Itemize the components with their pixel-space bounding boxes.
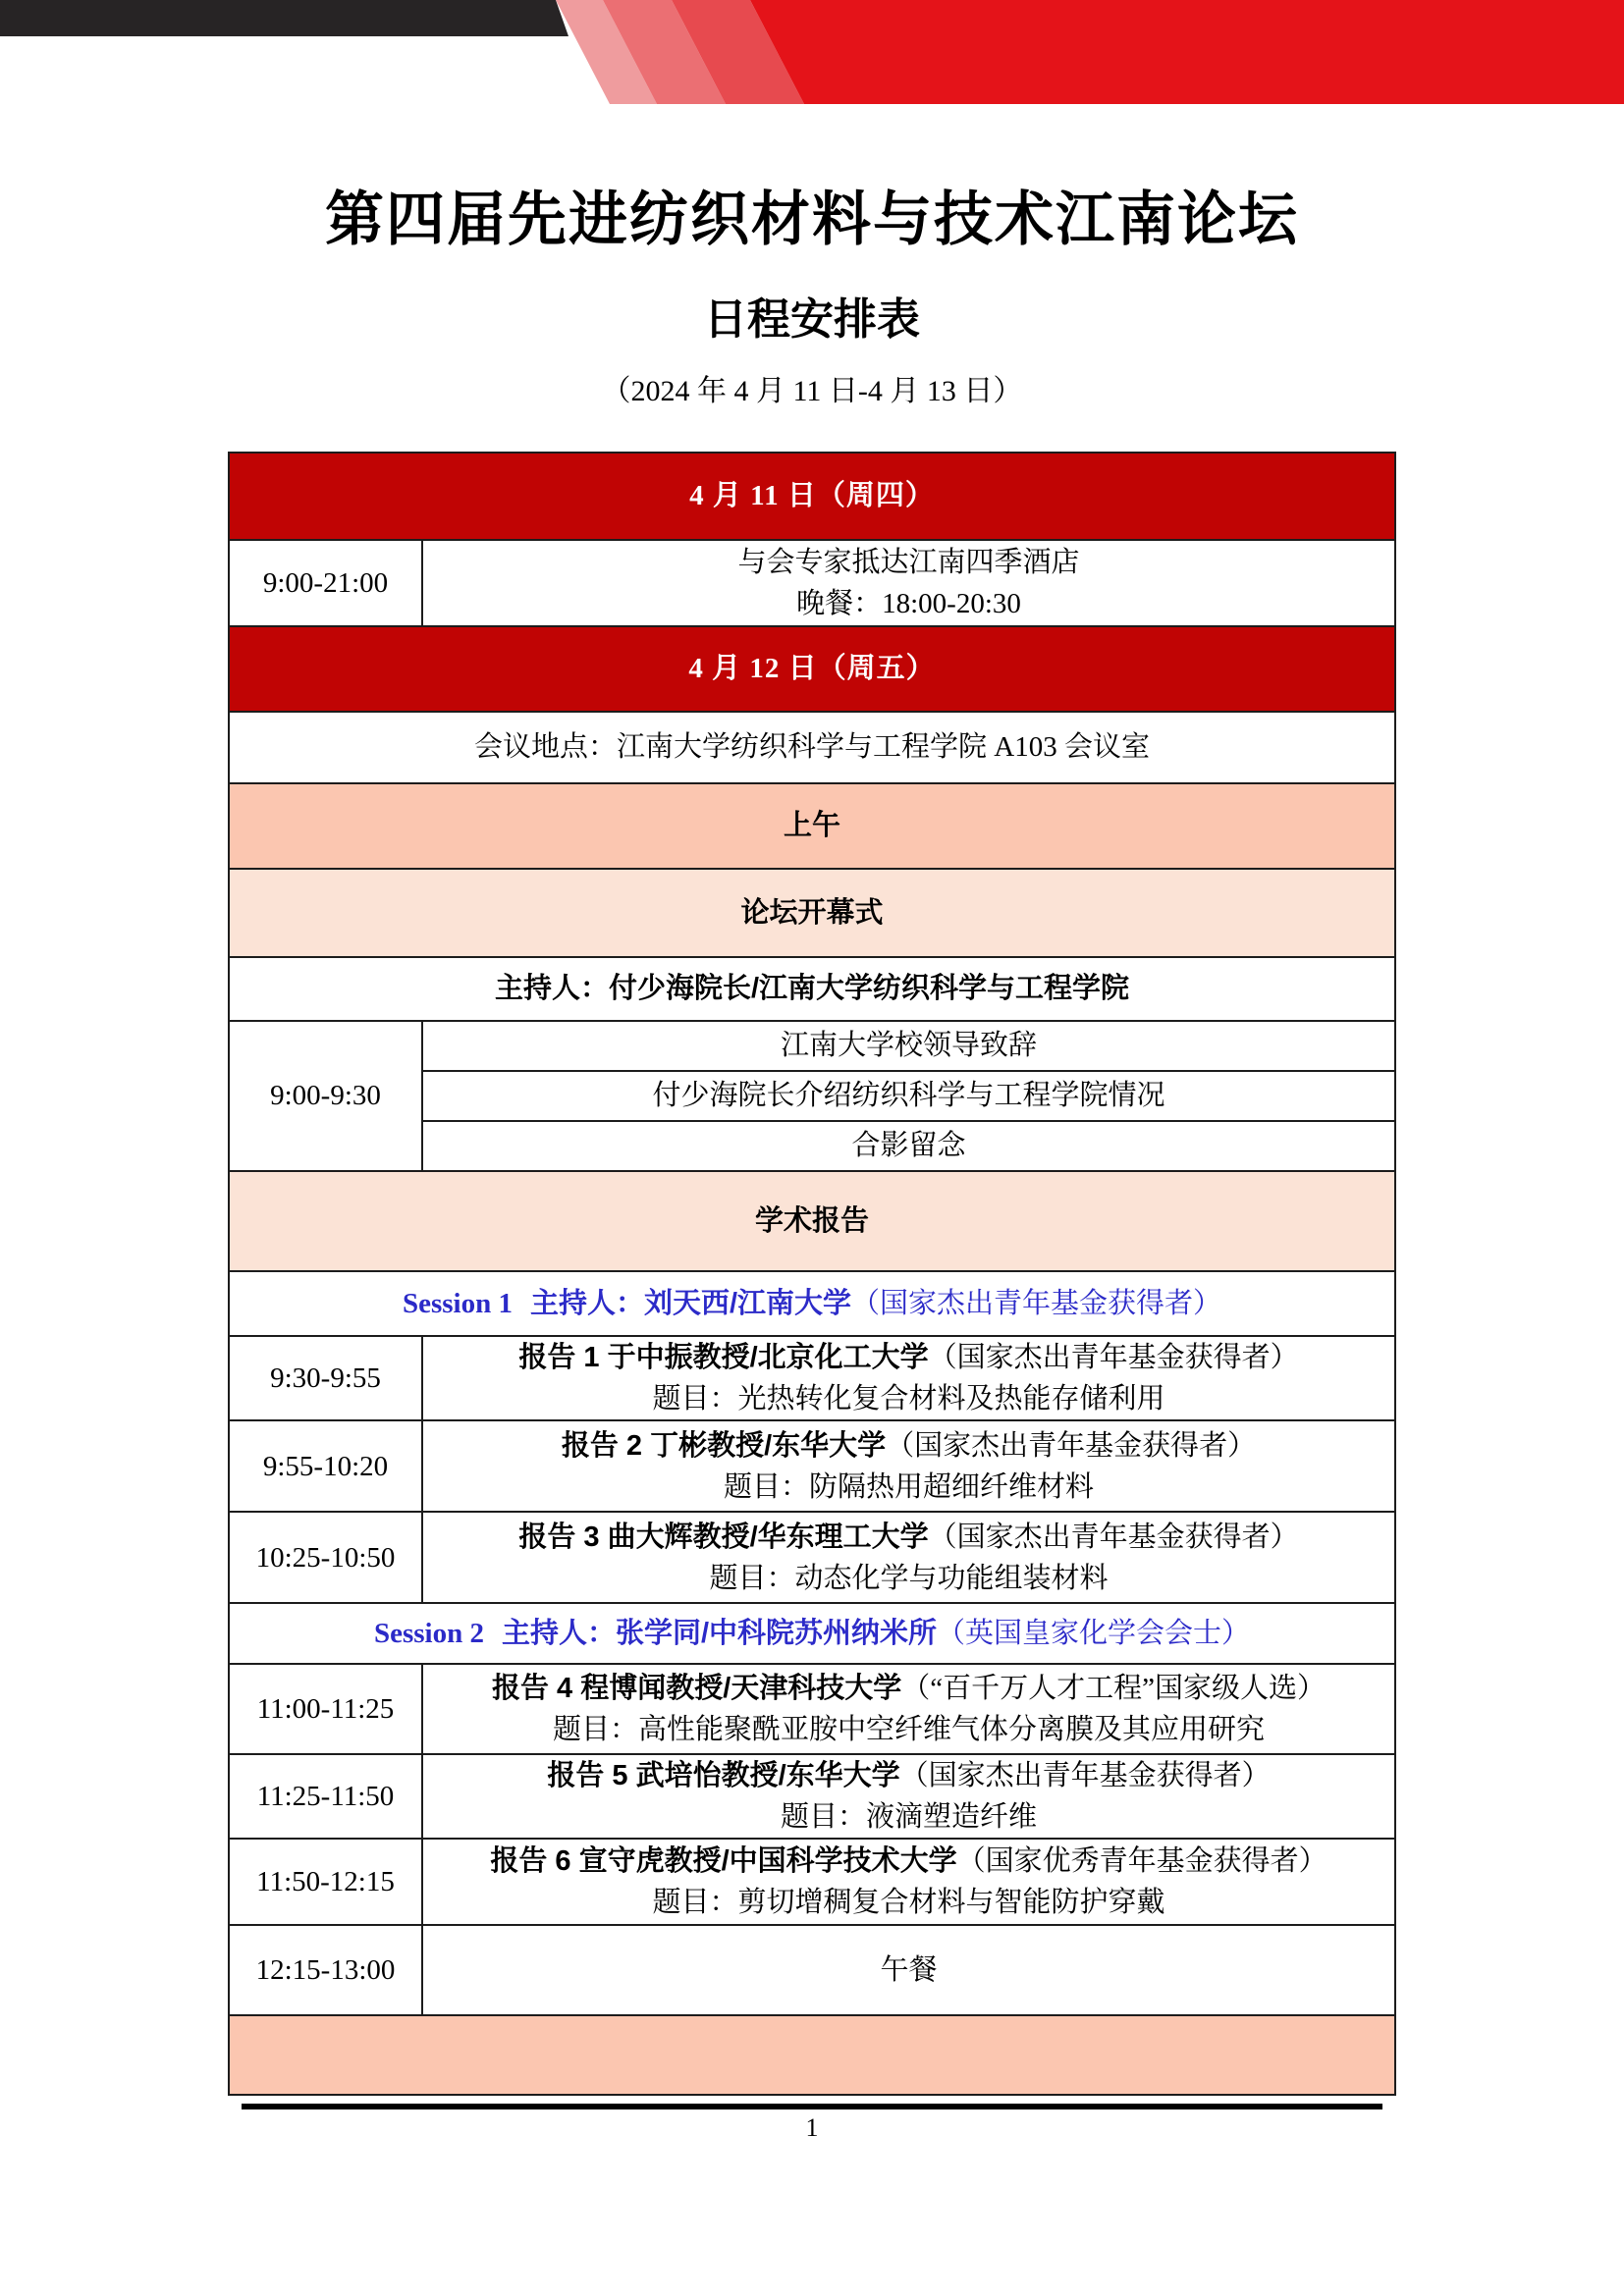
session2-header [229, 1603, 1395, 1664]
morning-section-row [229, 783, 1395, 869]
report-row-2 [229, 1420, 1395, 1512]
page-subtitle: 日程安排表 [704, 295, 920, 344]
report1-details [422, 1336, 1395, 1420]
opening-section-row [229, 869, 1395, 957]
meeting-location: 会议地点：江南大学纺织科学与工程学院 A103 会议室 [229, 712, 1395, 783]
arrival-details [422, 540, 1395, 626]
report-row-3 [229, 1512, 1395, 1603]
ceremony-row-1 [229, 1021, 1395, 1071]
date-range: （2024 年 4 月 11 日-4 月 13 日） [601, 375, 1023, 407]
location-row [229, 712, 1395, 783]
morning-label: 上午 [229, 783, 1395, 869]
session2-prefix: Session 2 [373, 1618, 484, 1650]
report3-details [422, 1512, 1395, 1603]
report4-speaker-line: 报告 4 程博闻教授/天津科技大学（“百千万人才工程”国家级人选） [491, 1673, 1326, 1705]
day1-header-row [229, 453, 1395, 540]
session1-row [229, 1271, 1395, 1336]
report1-speaker-line: 报告 1 于中振教授/北京化工大学（国家杰出青年基金获得者） [518, 1342, 1299, 1373]
schedule-table [228, 452, 1396, 2096]
report4-topic-line: 题目：高性能聚酰亚胺中空纤维气体分离膜及其应用研究 [552, 1714, 1266, 1746]
arrival-time: 9:00-21:00 [229, 540, 422, 626]
lunch-label: 午餐 [422, 1925, 1395, 2015]
session2-host: 主持人：张学同/中科院苏州纳米所 [501, 1618, 938, 1650]
report5-speaker-line: 报告 5 武培怡教授/东华大学（国家杰出青年基金获得者） [547, 1760, 1271, 1792]
report-row-1 [229, 1336, 1395, 1420]
report2-details [422, 1420, 1395, 1512]
lunch-time: 12:15-13:00 [229, 1925, 422, 2015]
report5-topic-line: 题目：液滴塑造纤维 [780, 1801, 1038, 1834]
arrival-line2: 晚餐：18:00-20:30 [796, 588, 1021, 619]
report4-details [422, 1664, 1395, 1754]
ceremony-item: 付少海院长介绍纺织科学与工程学院情况 [422, 1071, 1395, 1121]
report1-topic-line: 题目：光热转化复合材料及热能存储利用 [652, 1383, 1165, 1415]
ceremony-time: 9:00-9:30 [229, 1021, 422, 1171]
report2-speaker-line: 报告 2 丁彬教授/东华大学（国家杰出青年基金获得者） [561, 1429, 1257, 1462]
day2-header-row [229, 626, 1395, 712]
report3-time: 10:25-10:50 [229, 1512, 422, 1603]
session2-row [229, 1603, 1395, 1664]
academic-section-row [229, 1171, 1395, 1271]
opening-ceremony-label: 论坛开幕式 [229, 869, 1395, 957]
report6-details [422, 1839, 1395, 1925]
report-row-6 [229, 1839, 1395, 1925]
empty-salmon-cell [229, 2015, 1395, 2095]
banner-black-bar [0, 0, 569, 36]
arrival-line1: 与会专家抵达江南四季酒店 [737, 546, 1080, 578]
empty-section-row [229, 2015, 1395, 2095]
session1-header [229, 1271, 1395, 1336]
footer-rule [242, 2104, 1382, 2109]
report-row-4 [229, 1664, 1395, 1754]
report-row-5 [229, 1754, 1395, 1839]
report3-speaker-line: 报告 3 曲大辉教授/华东理工大学（国家杰出青年基金获得者） [518, 1521, 1299, 1553]
report4-time: 11:00-11:25 [229, 1664, 422, 1754]
academic-report-label: 学术报告 [229, 1171, 1395, 1271]
top-banner-decoration [0, 0, 1624, 104]
session1-host: 主持人：刘天西/江南大学 [529, 1287, 852, 1319]
report6-time: 11:50-12:15 [229, 1839, 422, 1925]
report3-topic-line: 题目：动态化学与功能组装材料 [709, 1562, 1109, 1594]
banner-red-bar [750, 0, 1624, 104]
opening-host: 主持人：付少海院长/江南大学纺织科学与工程学院 [229, 957, 1395, 1021]
report2-topic-line: 题目：防隔热用超细纤维材料 [723, 1470, 1095, 1503]
report2-time: 9:55-10:20 [229, 1420, 422, 1512]
lunch-row [229, 1925, 1395, 2015]
report6-speaker-line: 报告 6 宣守虎教授/中国科学技术大学（国家优秀青年基金获得者） [490, 1845, 1327, 1878]
page-title: 第四届先进纺织材料与技术江南论坛 [325, 187, 1299, 252]
report5-time: 11:25-11:50 [229, 1754, 422, 1839]
ceremony-item: 江南大学校领导致辞 [422, 1021, 1395, 1071]
day1-header: 4 月 11 日（周四） [229, 453, 1395, 540]
opening-host-row [229, 957, 1395, 1021]
report5-details [422, 1754, 1395, 1839]
session2-note: （英国皇家化学会会士） [937, 1618, 1251, 1650]
page-number: 1 [805, 2113, 819, 2143]
report6-topic-line: 题目：剪切增稠复合材料与智能防护穿戴 [652, 1887, 1165, 1919]
session1-note: （国家杰出青年基金获得者） [851, 1287, 1222, 1319]
arrival-row [229, 540, 1395, 626]
report1-time: 9:30-9:55 [229, 1336, 422, 1420]
session1-prefix: Session 1 [402, 1287, 513, 1319]
day2-header: 4 月 12 日（周五） [229, 626, 1395, 712]
ceremony-item: 合影留念 [422, 1121, 1395, 1171]
